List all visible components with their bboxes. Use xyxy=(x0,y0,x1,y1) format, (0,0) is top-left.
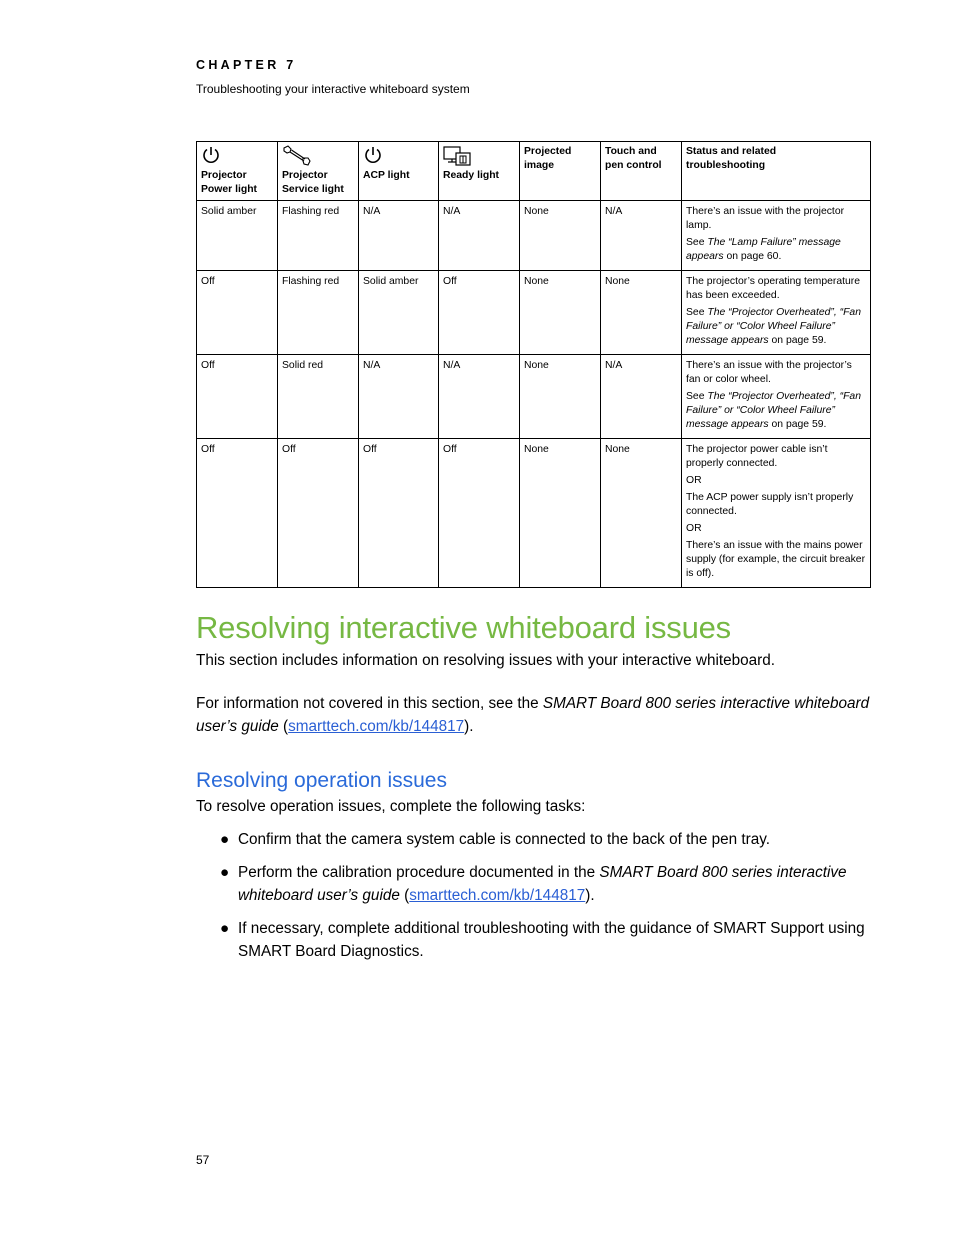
subsection-title: Resolving operation issues xyxy=(196,769,447,792)
table-cell: Solid red xyxy=(278,355,359,439)
table-cell: Off xyxy=(439,271,520,355)
table-header-row xyxy=(197,142,871,201)
header-label: Status and related troubleshooting xyxy=(686,146,777,171)
status-cell xyxy=(682,201,871,271)
task-guide-title: SMART Board 800 series interactive whiteboard user’s guide xyxy=(238,864,847,904)
table-cell: None xyxy=(520,201,601,271)
header-status xyxy=(682,142,871,201)
status-text: The projector power cable isn’t properly connected. xyxy=(686,444,828,469)
header-projector-service xyxy=(278,142,359,201)
table-cell: Off xyxy=(439,439,520,588)
table-cell: N/A xyxy=(359,201,439,271)
see-reference xyxy=(686,306,866,348)
status-or: OR xyxy=(686,523,702,534)
chapter-subtitle: Troubleshooting your interactive whiteboard system xyxy=(196,82,470,96)
table-cell: None xyxy=(601,439,682,588)
header-acp-light xyxy=(359,142,439,201)
kb-link[interactable]: smarttech.com/kb/144817 xyxy=(409,887,586,904)
section-info xyxy=(196,692,870,738)
wrench-icon xyxy=(282,145,354,167)
table-cell: N/A xyxy=(439,355,520,439)
task-text: If necessary, complete additional troubleshooting with the guidance of SMART Support using SMART Board Diagnostics. xyxy=(238,920,865,960)
header-label: Touch and pen control xyxy=(605,146,662,171)
section-title: Resolving interactive whiteboard issues xyxy=(196,610,731,645)
list-item xyxy=(196,861,870,907)
see-suffix: on page 59. xyxy=(768,419,827,430)
table-row xyxy=(197,271,871,355)
status-or: OR xyxy=(686,475,702,486)
table-cell: None xyxy=(520,271,601,355)
table-cell: N/A xyxy=(601,201,682,271)
bullet-icon: ● xyxy=(220,920,230,937)
header-projected-image xyxy=(520,142,601,201)
status-text: The projector’s operating temperature has been exceeded. xyxy=(686,276,861,301)
table-cell: Off xyxy=(197,355,278,439)
see-reference-title: The “Lamp Failure” message appears xyxy=(686,237,841,262)
see-suffix: on page 60. xyxy=(723,251,782,262)
see-prefix: See xyxy=(686,307,708,318)
status-text: There’s an issue with the mains power supply (for example, the circuit breaker is off). xyxy=(686,540,866,579)
table-cell: N/A xyxy=(359,355,439,439)
header-ready-light xyxy=(439,142,520,201)
see-reference-title: The “Projector Overheated”, “Fan Failure” or “Color Wheel Failure” message appears xyxy=(686,307,861,346)
bullet-icon: ● xyxy=(220,831,230,848)
chapter-heading: CHAPTER 7 xyxy=(196,58,297,72)
table-cell: None xyxy=(520,439,601,588)
header-label: Projector Service light xyxy=(282,170,344,195)
list-item xyxy=(196,917,870,963)
header-label: Ready light xyxy=(443,170,500,181)
table-cell: N/A xyxy=(601,355,682,439)
power-icon xyxy=(201,145,273,167)
table-row xyxy=(197,201,871,271)
table-cell: None xyxy=(520,355,601,439)
status-lights-table xyxy=(196,141,871,588)
table-cell: Off xyxy=(197,439,278,588)
info-guide-title: SMART Board 800 series interactive whiteboard user’s guide xyxy=(196,695,870,735)
header-label: ACP light xyxy=(363,170,410,181)
status-cell xyxy=(682,439,871,588)
task-prefix: Perform the calibration procedure documented in the xyxy=(238,864,600,881)
kb-link[interactable]: smarttech.com/kb/144817 xyxy=(288,718,465,735)
status-text: There’s an issue with the projector’s fan or color wheel. xyxy=(686,360,852,385)
see-reference-title: The “Projector Overheated”, “Fan Failure” or “Color Wheel Failure” message appears xyxy=(686,391,861,430)
header-projector-power xyxy=(197,142,278,201)
info-prefix: For information not covered in this section, see the xyxy=(196,695,543,712)
bullet-icon: ● xyxy=(220,864,230,881)
task-close: ). xyxy=(585,887,595,904)
see-prefix: See xyxy=(686,391,708,402)
info-open: ( xyxy=(278,718,289,735)
status-text: The ACP power supply isn’t properly connected. xyxy=(686,492,854,517)
ready-monitor-icon xyxy=(443,145,515,167)
status-cell xyxy=(682,271,871,355)
table-cell: Flashing red xyxy=(278,201,359,271)
table-cell: Solid amber xyxy=(197,201,278,271)
status-cell xyxy=(682,355,871,439)
table-cell: Off xyxy=(197,271,278,355)
table-cell: Flashing red xyxy=(278,271,359,355)
header-label: Projected image xyxy=(524,146,572,171)
section-intro: This section includes information on resolving issues with your interactive whiteboard. xyxy=(196,652,776,669)
table-cell: Solid amber xyxy=(359,271,439,355)
page-number: 57 xyxy=(196,1153,210,1167)
see-suffix: on page 59. xyxy=(768,335,827,346)
task-text: Confirm that the camera system cable is connected to the back of the pen tray. xyxy=(238,831,770,848)
list-item xyxy=(196,828,870,851)
status-text: There’s an issue with the projector lamp. xyxy=(686,206,845,231)
table-cell: Off xyxy=(278,439,359,588)
task-open: ( xyxy=(399,887,410,904)
subsection-intro: To resolve operation issues, complete the following tasks: xyxy=(196,798,586,815)
info-close: ). xyxy=(464,718,474,735)
table-row xyxy=(197,439,871,588)
header-touch-pen xyxy=(601,142,682,201)
table-cell: Off xyxy=(359,439,439,588)
task-list xyxy=(196,828,870,973)
see-reference xyxy=(686,390,866,432)
see-prefix: See xyxy=(686,237,708,248)
table-row xyxy=(197,355,871,439)
see-reference xyxy=(686,236,866,264)
table-cell: None xyxy=(601,271,682,355)
power-icon xyxy=(363,145,434,167)
header-label: Projector Power light xyxy=(201,170,257,195)
table-cell: N/A xyxy=(439,201,520,271)
